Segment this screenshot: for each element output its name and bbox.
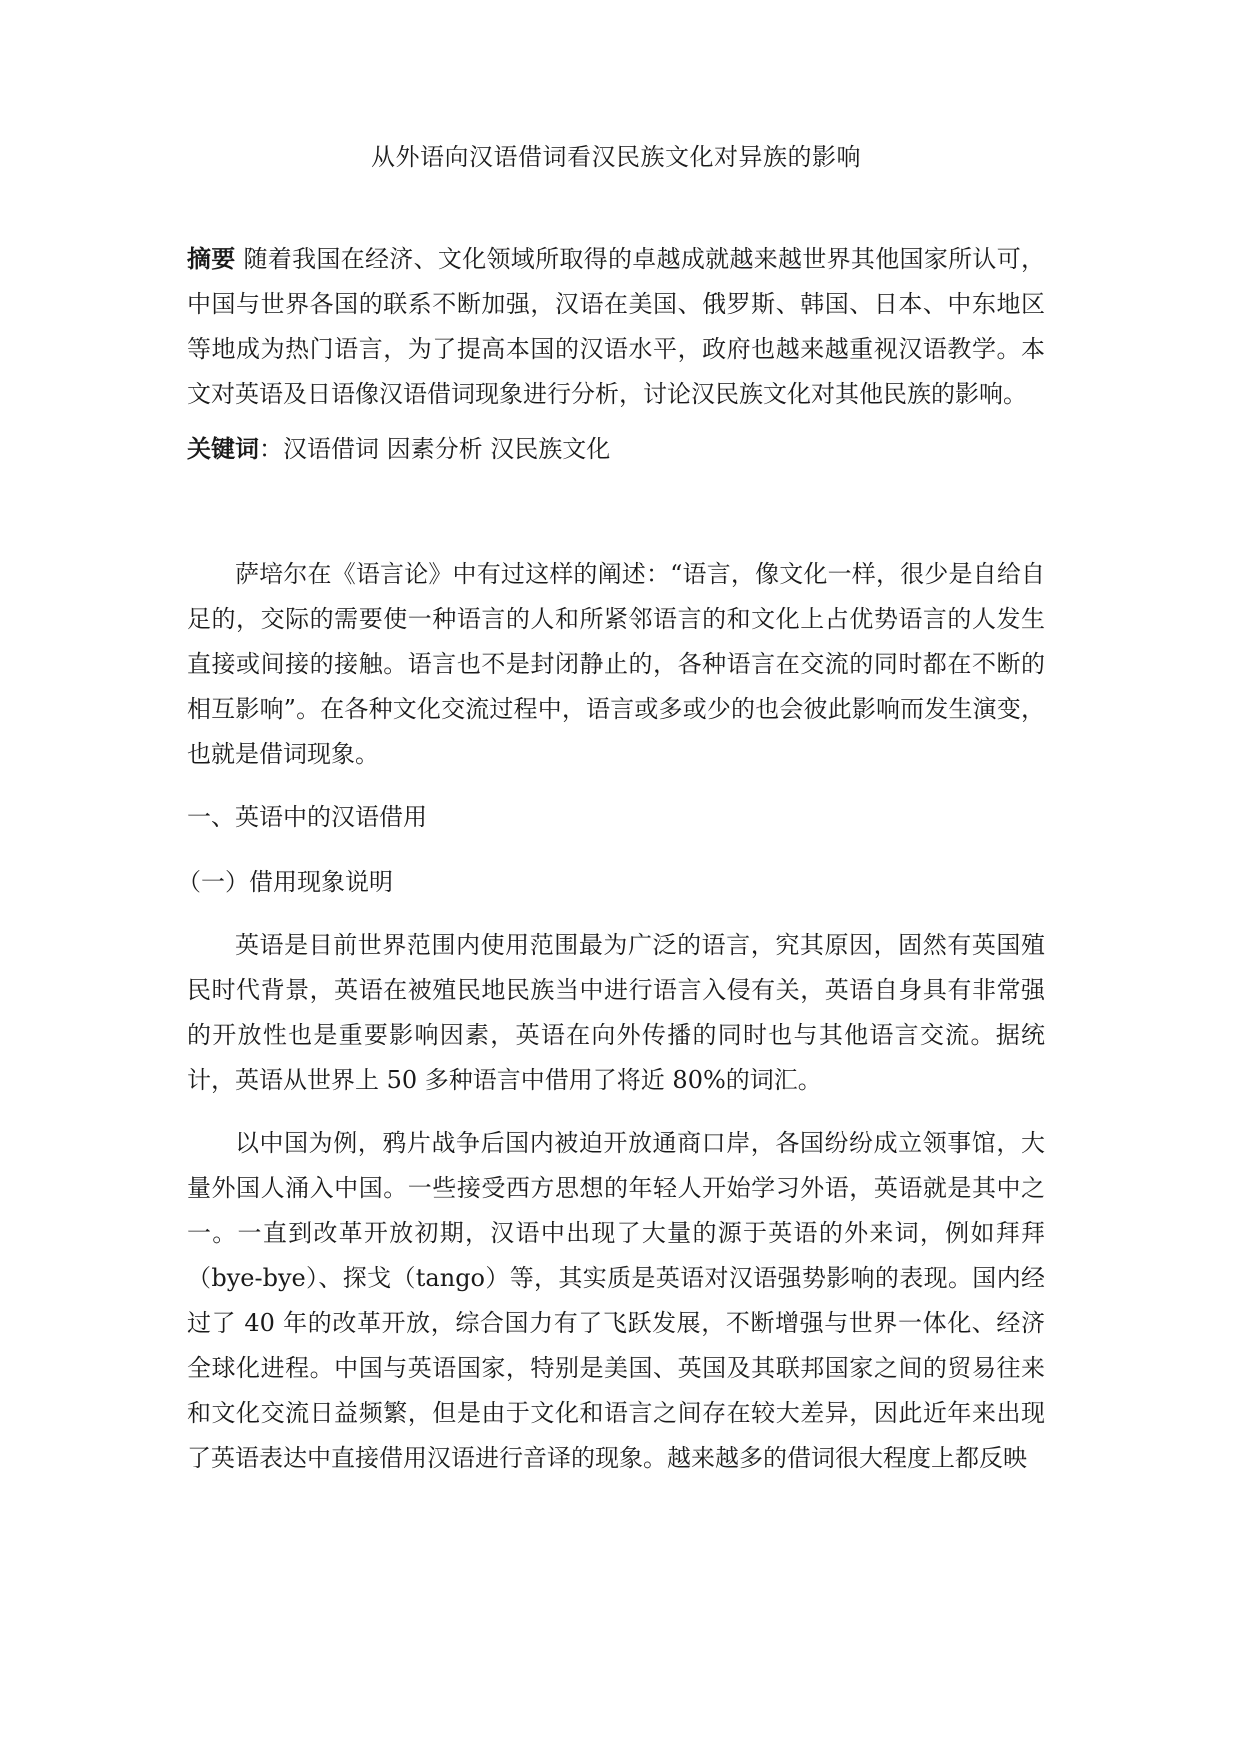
keywords-separator: ： <box>259 435 283 463</box>
abstract <box>187 237 1045 417</box>
section-heading: 一、英语中的汉语借用 <box>187 803 427 831</box>
document-page <box>177 140 1046 1499</box>
body-paragraph-1: 英语是目前世界范围内使用范围最为广泛的语言，究其原因，固然有英国殖民时代背景，英语在被殖民地民族当中进行语言入侵有关，英语自身具有非常强的开放性也是重要影响因素，英语在向外传播的同时也与其他语言交流。据统计，英语从世界上 50 多种语言中借用了将近 80%的词汇。 <box>187 931 1045 1094</box>
subsection-heading: （一）借用现象说明 <box>177 868 393 896</box>
document-title: 从外语向汉语借词看汉民族文化对异族的影响 <box>371 143 861 171</box>
body-paragraph-2: 以中国为例，鸦片战争后国内被迫开放通商口岸，各国纷纷成立领事馆，大量外国人涌入中国。一些接受西方思想的年轻人开始学习外语，英语就是其中之一。一直到改革开放初期，汉语中出现了大量的源于英语的外来词，例如拜拜（bye-bye）、探戈（tango）等，其实质是英语对汉语强势影响的表现。国内经过了 40 年的改革开放，综合国力有了飞跃发展，不断增强与世界一体化、经济全球化进程。中国与英语国家，特别是美国、英国及其联邦国家之间的贸易往来和文化交流日益频繁，但是由于文化和语言之间存在较大差异，因此近年来出现了英语表达中直接借用汉语进行音译的现象。越来越多的借词很大程度上都反映 <box>187 1129 1045 1472</box>
keywords-label: 关键词 <box>187 435 259 463</box>
keywords <box>187 427 1045 472</box>
keywords-text: 汉语借词 因素分析 汉民族文化 <box>283 435 611 463</box>
spacer <box>187 472 1045 552</box>
abstract-text: 随着我国在经济、文化领域所取得的卓越成就越来越世界其他国家所认可，中国与世界各国的联系不断加强，汉语在美国、俄罗斯、韩国、日本、中东地区等地成为热门语言，为了提高本国的汉语水平，政府也越来越重视汉语教学。本文对英语及日语像汉语借词现象进行分析，讨论汉民族文化对其他民族的影响。 <box>187 245 1046 408</box>
abstract-label: 摘要 <box>187 245 236 273</box>
intro-paragraph: 萨培尔在《语言论》中有过这样的阐述：“语言，像文化一样，很少是自给自足的，交际的需要使一种语言的人和所紧邻语言的和文化上占优势语言的人发生直接或间接的接触。语言也不是封闭静止的，各种语言在交流的同时都在不断的相互影响”。在各种文化交流过程中，语言或多或少的也会彼此影响而发生演变，也就是借词现象。 <box>187 560 1045 768</box>
